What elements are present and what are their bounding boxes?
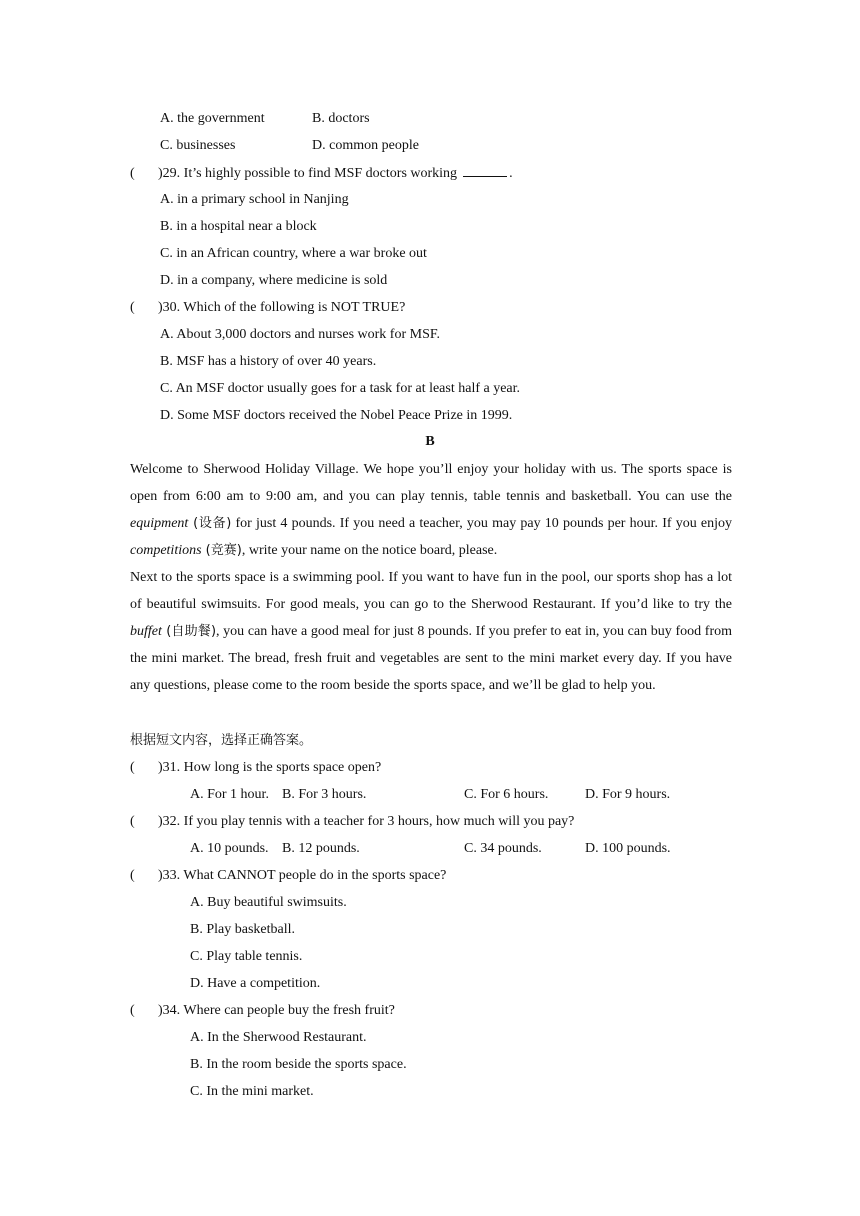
q31-option-c: C. For 6 hours. bbox=[464, 787, 549, 802]
q28-option-c: C. businesses bbox=[160, 138, 236, 153]
q32-stem-text: )32. If you play tennis with a teacher for 3 hours, how much will you pay? bbox=[158, 814, 575, 829]
q32-option-b: B. 12 pounds. bbox=[282, 841, 360, 856]
passage-paragraph-1 bbox=[130, 456, 732, 564]
answer-paren: ( bbox=[130, 760, 135, 775]
q30-stem bbox=[130, 299, 405, 316]
answer-paren: ( bbox=[130, 1003, 135, 1018]
section-heading-b: B bbox=[425, 434, 435, 449]
q30-option-c: C. An MSF doctor usually goes for a task for at least half a year. bbox=[160, 381, 521, 396]
q33-stem-text: )33. What CANNOT people do in the sports space? bbox=[158, 868, 447, 883]
q33-option-b: B. Play basketball. bbox=[190, 922, 295, 937]
q33-option-a: A. Buy beautiful swimsuits. bbox=[190, 895, 347, 910]
q34-stem bbox=[130, 1002, 395, 1019]
passage-text: , you can have a good meal for just 8 pounds. If you prefer to eat in, you can buy food from the mini market. The bread, fresh fruit and vegetables are sent to the mini market every day. If you have any questions, please come to the room beside the sports space, and we’ll be glad to help you. bbox=[130, 624, 732, 693]
gloss: (设备) bbox=[188, 516, 232, 531]
q31-option-a: A. For 1 hour. bbox=[190, 787, 269, 802]
q30-stem-text: )30. Which of the following is NOT TRUE? bbox=[158, 300, 406, 315]
q29-option-b: B. in a hospital near a block bbox=[160, 219, 317, 234]
q33-option-c: C. Play table tennis. bbox=[190, 949, 303, 964]
answer-paren: ( bbox=[130, 300, 135, 315]
q34-stem-text: )34. Where can people buy the fresh fruit? bbox=[158, 1003, 395, 1018]
q31-stem bbox=[130, 759, 381, 776]
answer-blank bbox=[463, 164, 507, 177]
q32-option-d: D. 100 pounds. bbox=[585, 841, 671, 856]
q34-option-c: C. In the mini market. bbox=[190, 1084, 314, 1099]
q33-option-d: D. Have a competition. bbox=[190, 976, 321, 991]
q31-option-b: B. For 3 hours. bbox=[282, 787, 367, 802]
glossed-word: competitions bbox=[130, 543, 202, 558]
instruction-text: 根据短文内容，选择正确答案。 bbox=[130, 733, 313, 748]
q29-stem bbox=[130, 164, 513, 182]
gloss: (竞赛) bbox=[201, 543, 242, 558]
answer-paren: ( bbox=[130, 814, 135, 829]
q28-option-d: D. common people bbox=[312, 138, 419, 153]
q28-option-b: B. doctors bbox=[312, 111, 370, 126]
q32-option-a: A. 10 pounds. bbox=[190, 841, 269, 856]
passage-text: Next to the sports space is a swimming pool. If you want to have fun in the pool, our sports shop has a lot of beautiful swimsuits. For good meals, you can go to the Sherwood Restaurant. If you’d like to try the bbox=[130, 570, 732, 612]
q33-stem bbox=[130, 867, 446, 884]
q34-option-a: A. In the Sherwood Restaurant. bbox=[190, 1030, 367, 1045]
passage-text: Welcome to Sherwood Holiday Village. We hope you’ll enjoy your holiday with us. The sports space is open from 6:00 am to 9:00 am, and you can play tennis, table tennis and basketball. You can use the bbox=[130, 462, 732, 504]
q29-option-c: C. in an African country, where a war broke out bbox=[160, 246, 427, 261]
passage-paragraph-2 bbox=[130, 564, 732, 699]
q29-option-d: D. in a company, where medicine is sold bbox=[160, 273, 388, 288]
gloss: (自助餐) bbox=[161, 624, 217, 639]
q34-option-b: B. In the room beside the sports space. bbox=[190, 1057, 407, 1072]
glossed-word: equipment bbox=[130, 516, 189, 531]
q32-option-c: C. 34 pounds. bbox=[464, 841, 542, 856]
q31-option-d: D. For 9 hours. bbox=[585, 787, 671, 802]
q29-stem-text: )29. It’s highly possible to find MSF doctors working bbox=[158, 166, 458, 181]
q30-option-b: B. MSF has a history of over 40 years. bbox=[160, 354, 377, 369]
q30-option-d: D. Some MSF doctors received the Nobel Peace Prize in 1999. bbox=[160, 408, 513, 423]
q30-option-a: A. About 3,000 doctors and nurses work for MSF. bbox=[160, 327, 441, 342]
q31-stem-text: )31. How long is the sports space open? bbox=[158, 760, 382, 775]
passage-text: , write your name on the notice board, please. bbox=[241, 543, 498, 558]
answer-paren: ( bbox=[130, 868, 135, 883]
q29-option-a: A. in a primary school in Nanjing bbox=[160, 192, 349, 207]
q28-option-a: A. the government bbox=[160, 111, 265, 126]
q32-stem bbox=[130, 813, 574, 830]
passage-text: for just 4 pounds. If you need a teacher, you may pay 10 pounds per hour. If you enjoy bbox=[231, 516, 732, 531]
q29-stem-end: . bbox=[509, 166, 513, 181]
answer-paren: ( bbox=[130, 166, 135, 181]
glossed-word: buffet bbox=[130, 624, 162, 639]
